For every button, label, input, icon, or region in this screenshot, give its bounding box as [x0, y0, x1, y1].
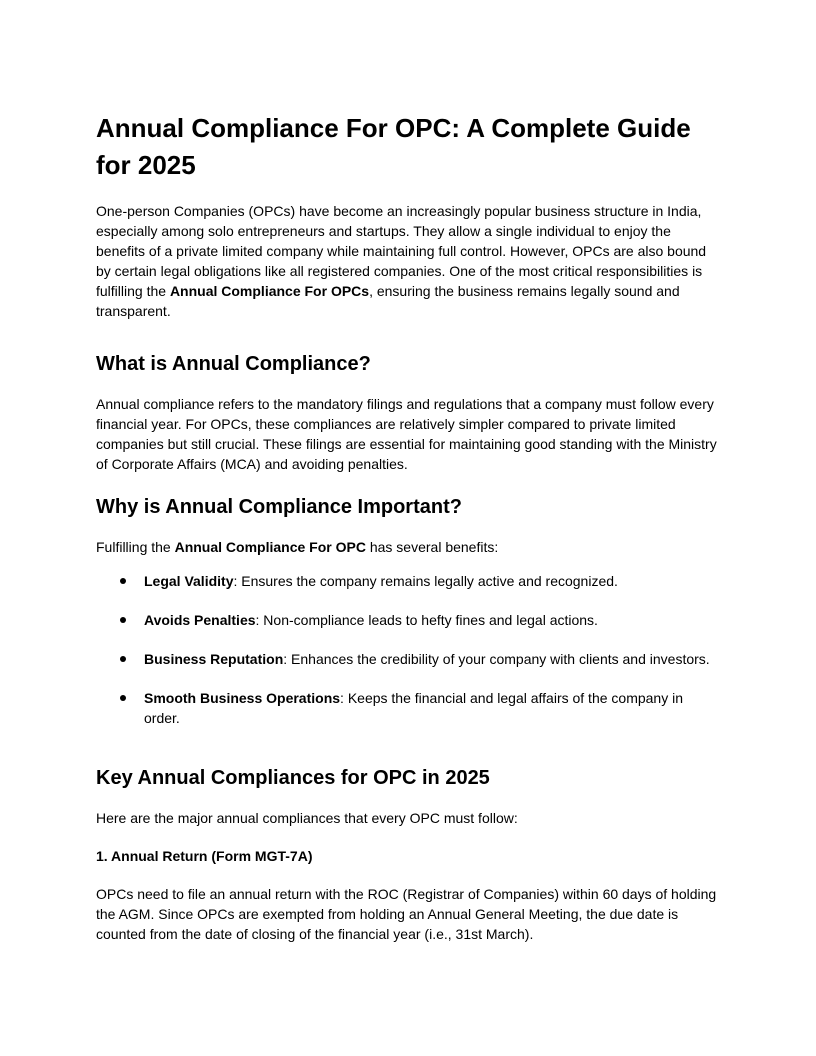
bullet-icon [120, 617, 126, 623]
bullet-icon [120, 656, 126, 662]
list-item-business-reputation [96, 649, 720, 669]
why-lead-end: has several benefits: [365, 539, 499, 555]
why-lead-bold-term: Annual Compliance For OPC [174, 539, 366, 555]
annual-return-paragraph: OPCs need to file an annual return with the ROC (Registrar of Companies) within 60 days of holding the AGM. Since OPCs are exempted from holding an Annual General Meeting, the due date is counted from the date of closing of the financial year (i.e., 31st March). [96, 886, 717, 942]
heading-key-compliances: Key Annual Compliances for OPC in 2025 [96, 767, 490, 789]
list-item-smooth-operations [96, 688, 720, 728]
list-item-term: Smooth Business Operations [144, 690, 341, 706]
list-item-desc: : Ensures the company remains legally active and recognized. [233, 573, 618, 589]
list-item-term: Business Reputation [144, 651, 284, 667]
page-title: Annual Compliance For OPC: A Complete Guide for 2025 [96, 113, 691, 180]
list-item-legal-validity [96, 571, 720, 591]
intro-bold-term: Annual Compliance For OPCs [169, 283, 370, 299]
bullet-icon [120, 695, 126, 701]
benefits-list [96, 571, 720, 728]
what-paragraph: Annual compliance refers to the mandatory filings and regulations that a company must follow every financial year. For OPCs, these compliances are relatively simpler compared to private limited companies but still crucial. These filings are essential for maintaining good standing with the Ministry of Corporate Affairs (MCA) and avoiding penalties. [96, 396, 717, 472]
why-lead-start: Fulfilling the [96, 539, 175, 555]
subheading-annual-return: 1. Annual Return (Form MGT-7A) [96, 848, 313, 864]
list-item-desc: : Non-compliance leads to hefty fines and legal actions. [255, 612, 598, 628]
document-page [96, 110, 720, 944]
why-lead-paragraph [96, 537, 720, 557]
heading-what-is-annual-compliance: What is Annual Compliance? [96, 353, 371, 375]
list-item-term: Avoids Penalties [144, 612, 256, 628]
key-lead-paragraph: Here are the major annual compliances that every OPC must follow: [96, 810, 518, 826]
bullet-icon [120, 578, 126, 584]
intro-text-end: , ensuring the business remains legally sound and transparent. [96, 283, 680, 319]
heading-why-important: Why is Annual Compliance Important? [96, 496, 462, 518]
intro-paragraph [96, 201, 720, 321]
list-item-desc: : Keeps the financial and legal affairs of the company in order. [144, 690, 684, 726]
list-item-avoids-penalties [96, 610, 720, 630]
list-item-desc: : Enhances the credibility of your company with clients and investors. [283, 651, 710, 667]
intro-text-start: One-person Companies (OPCs) have become an increasingly popular business structure in India, especially among solo entrepreneurs and startups. They allow a single individual to enjoy the benefits of a private limited company while maintaining full control. However, OPCs are also bound by certain legal obligations like all registered companies. One of the most critical responsibilities is fulfilling the [96, 203, 707, 299]
list-item-term: Legal Validity [144, 573, 234, 589]
